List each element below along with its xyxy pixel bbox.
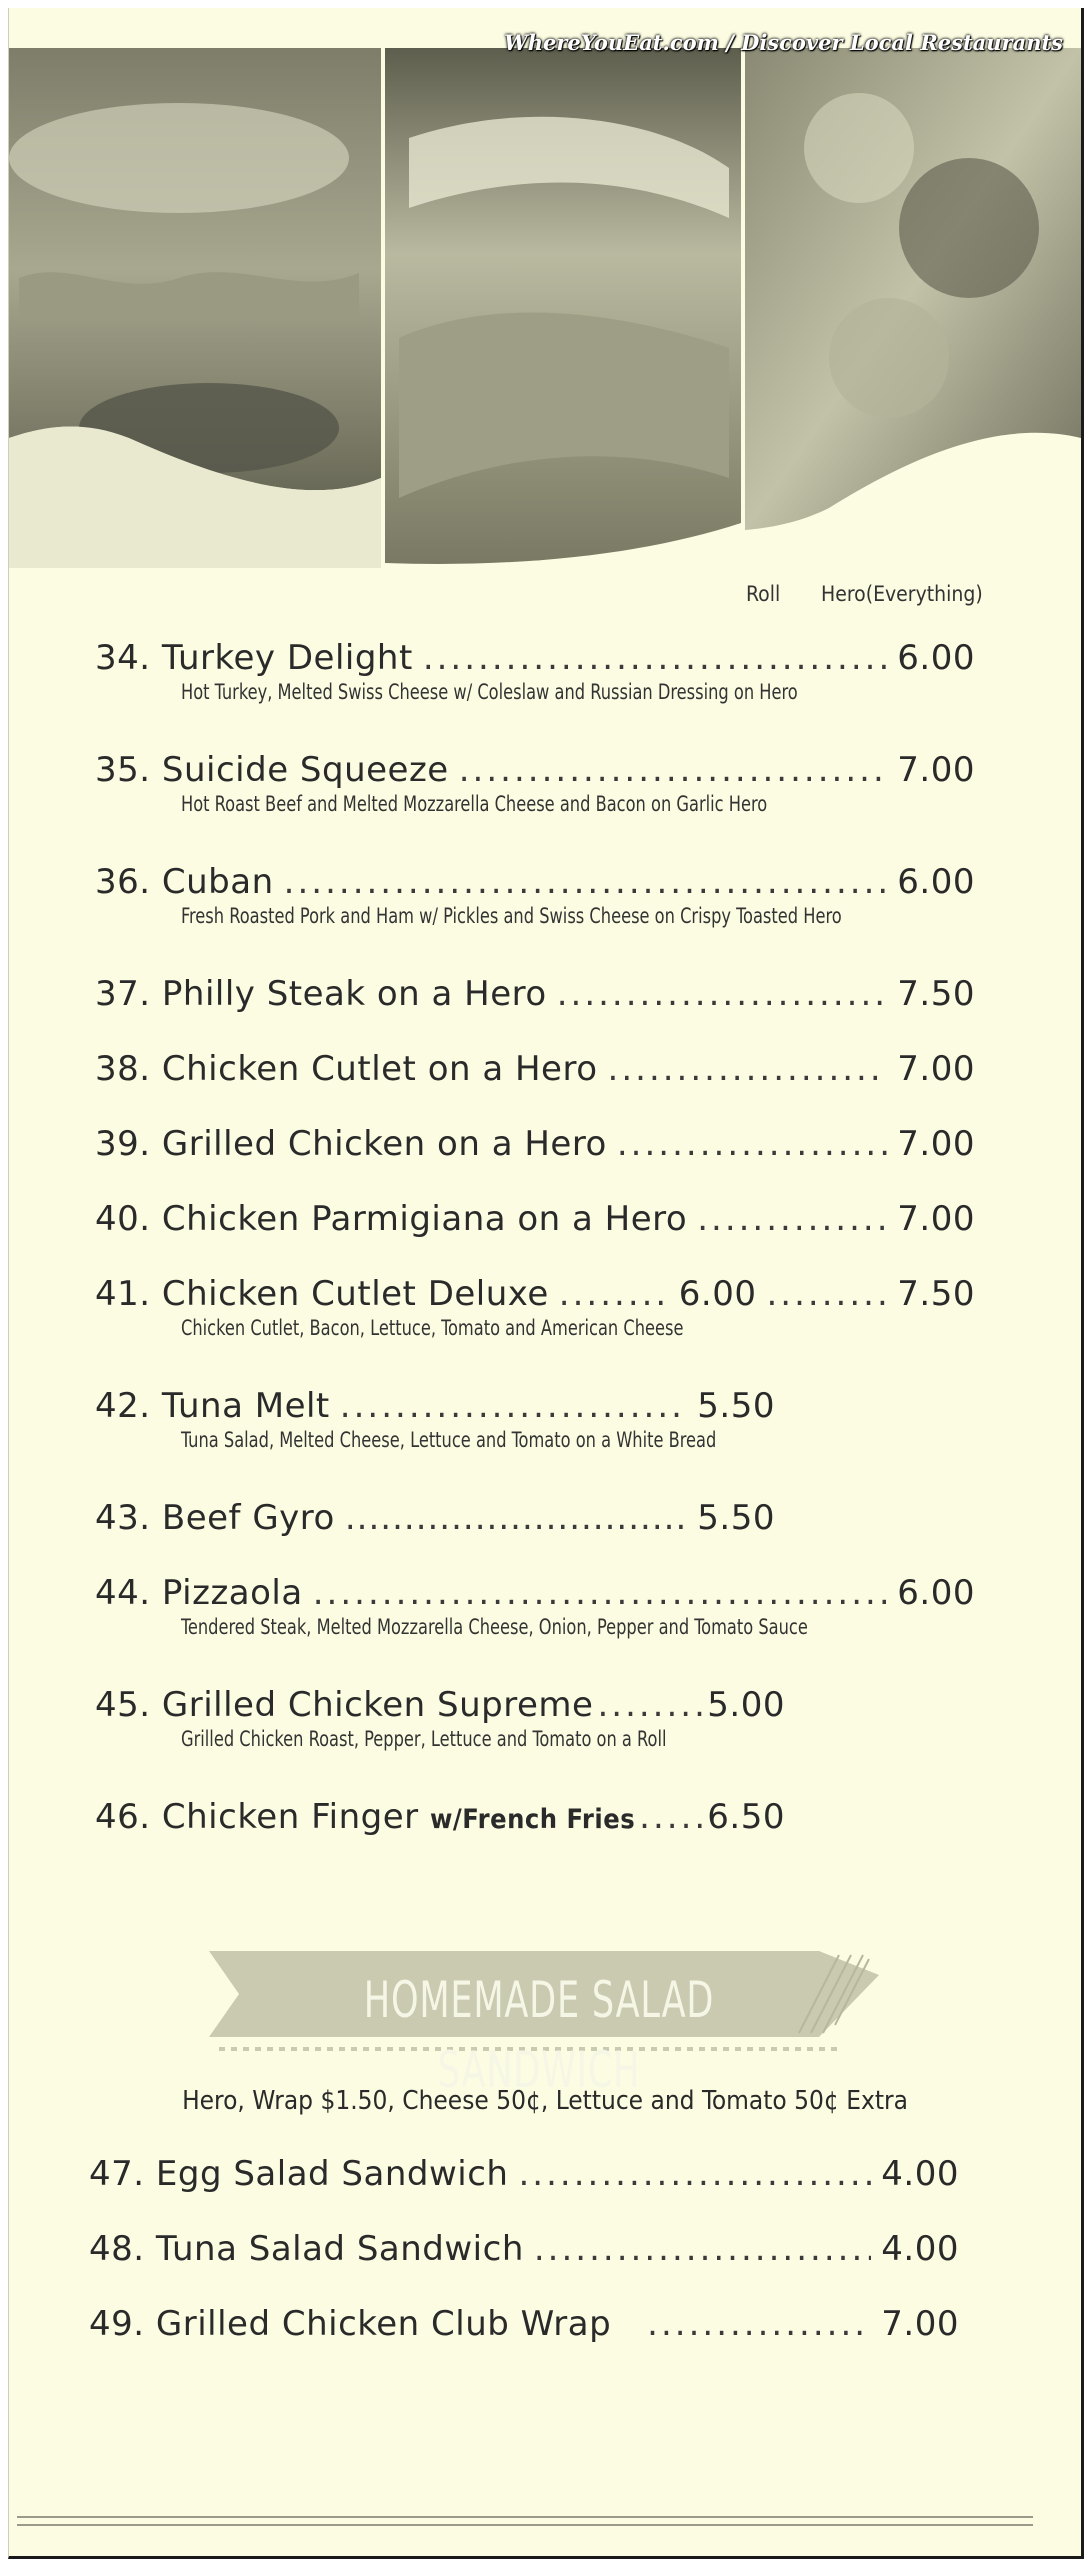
item-description: Grilled Chicken Roast, Pepper, Lettuce and Tomato on a Roll bbox=[181, 1727, 667, 1751]
item-number-name: 46. Chicken Finger w/French Fries bbox=[95, 1797, 636, 1837]
menu-item bbox=[89, 2229, 959, 2269]
menu-item bbox=[95, 1797, 785, 1837]
food-photo-banner bbox=[9, 8, 1081, 568]
item-price: 5.50 bbox=[697, 1386, 775, 1426]
item-price: 7.50 bbox=[897, 974, 975, 1014]
item-number-name: 39. Grilled Chicken on a Hero bbox=[95, 1124, 607, 1164]
menu-item bbox=[95, 750, 975, 816]
menu-item bbox=[95, 638, 975, 704]
menu-item bbox=[95, 1199, 975, 1239]
menu-item bbox=[95, 1386, 775, 1452]
item-price: 5.00 bbox=[707, 1685, 785, 1725]
item-price-hero: 7.50 bbox=[897, 1274, 975, 1314]
photo-fries bbox=[745, 48, 1081, 530]
item-number-name: 38. Chicken Cutlet on a Hero bbox=[95, 1049, 598, 1089]
item-description: Fresh Roasted Pork and Ham w/ Pickles and Swiss Cheese on Crispy Toasted Hero bbox=[181, 904, 842, 928]
menu-item bbox=[95, 1685, 785, 1751]
food-photos bbox=[9, 8, 1081, 568]
item-number-name: 47. Egg Salad Sandwich bbox=[89, 2154, 509, 2194]
item-price: 7.00 bbox=[881, 2304, 959, 2344]
menu-item bbox=[95, 1049, 975, 1089]
item-price: 7.00 bbox=[897, 750, 975, 790]
item-number-name: 49. Grilled Chicken Club Wrap bbox=[89, 2304, 612, 2344]
item-number-name: 48. Tuna Salad Sandwich bbox=[89, 2229, 524, 2269]
section-note: Hero, Wrap $1.50, Cheese 50¢, Lettuce and Tomato 50¢ Extra bbox=[182, 2086, 908, 2116]
price-column-headers bbox=[9, 582, 1081, 618]
watermark: WhereYouEat.com / Discover Local Restaurants bbox=[504, 30, 1063, 55]
item-price: 7.00 bbox=[897, 1124, 975, 1164]
item-description: Hot Roast Beef and Melted Mozzarella Cheese and Bacon on Garlic Hero bbox=[181, 792, 768, 816]
item-number-name: 40. Chicken Parmigiana on a Hero bbox=[95, 1199, 688, 1239]
menu-item bbox=[95, 1498, 775, 1538]
item-price: 6.50 bbox=[707, 1797, 785, 1837]
item-description: Tuna Salad, Melted Cheese, Lettuce and Tomato on a White Bread bbox=[181, 1428, 717, 1452]
item-number-name: 36. Cuban bbox=[95, 862, 274, 902]
item-number-name: 41. Chicken Cutlet Deluxe bbox=[95, 1274, 549, 1314]
item-price: 5.50 bbox=[697, 1498, 775, 1538]
item-number-name: 44. Pizzaola bbox=[95, 1573, 303, 1613]
menu-item bbox=[95, 1573, 975, 1639]
section-title: HOMEMADE SALAD SANDWICH bbox=[363, 1971, 715, 2099]
menu-item bbox=[89, 2154, 959, 2194]
menu-item bbox=[95, 862, 975, 928]
menu-page bbox=[8, 8, 1084, 2559]
item-number-name: 42. Tuna Melt bbox=[95, 1386, 330, 1426]
item-price: 6.00 bbox=[897, 638, 975, 678]
item-number-name: 37. Philly Steak on a Hero bbox=[95, 974, 547, 1014]
item-price: 6.00 bbox=[897, 862, 975, 902]
column-hero: Hero(Everything) bbox=[821, 582, 983, 606]
item-description: Tendered Steak, Melted Mozzarella Cheese, Onion, Pepper and Tomato Sauce bbox=[181, 1615, 808, 1639]
item-number-name: 35. Suicide Squeeze bbox=[95, 750, 449, 790]
item-number-name: 34. Turkey Delight bbox=[95, 638, 413, 678]
bottom-divider bbox=[17, 2516, 1033, 2526]
item-price: 4.00 bbox=[881, 2154, 959, 2194]
item-description: Hot Turkey, Melted Swiss Cheese w/ Coleslaw and Russian Dressing on Hero bbox=[181, 680, 798, 704]
menu-item bbox=[95, 1124, 975, 1164]
column-roll: Roll bbox=[746, 582, 781, 606]
item-price: 7.00 bbox=[897, 1049, 975, 1089]
item-name-suffix: w/French Fries bbox=[429, 1804, 636, 1835]
item-price: 6.00 bbox=[897, 1573, 975, 1613]
section-banner bbox=[199, 1945, 889, 2099]
item-number-name: 43. Beef Gyro bbox=[95, 1498, 335, 1538]
item-number-name: 45. Grilled Chicken Supreme bbox=[95, 1685, 594, 1725]
menu-item bbox=[89, 2304, 959, 2344]
item-price: 4.00 bbox=[881, 2229, 959, 2269]
menu-item bbox=[95, 974, 975, 1014]
item-description: Chicken Cutlet, Bacon, Lettuce, Tomato and American Cheese bbox=[181, 1316, 684, 1340]
menu-item bbox=[95, 1274, 975, 1340]
item-price: 7.00 bbox=[897, 1199, 975, 1239]
item-price-roll: 6.00 bbox=[678, 1274, 757, 1314]
